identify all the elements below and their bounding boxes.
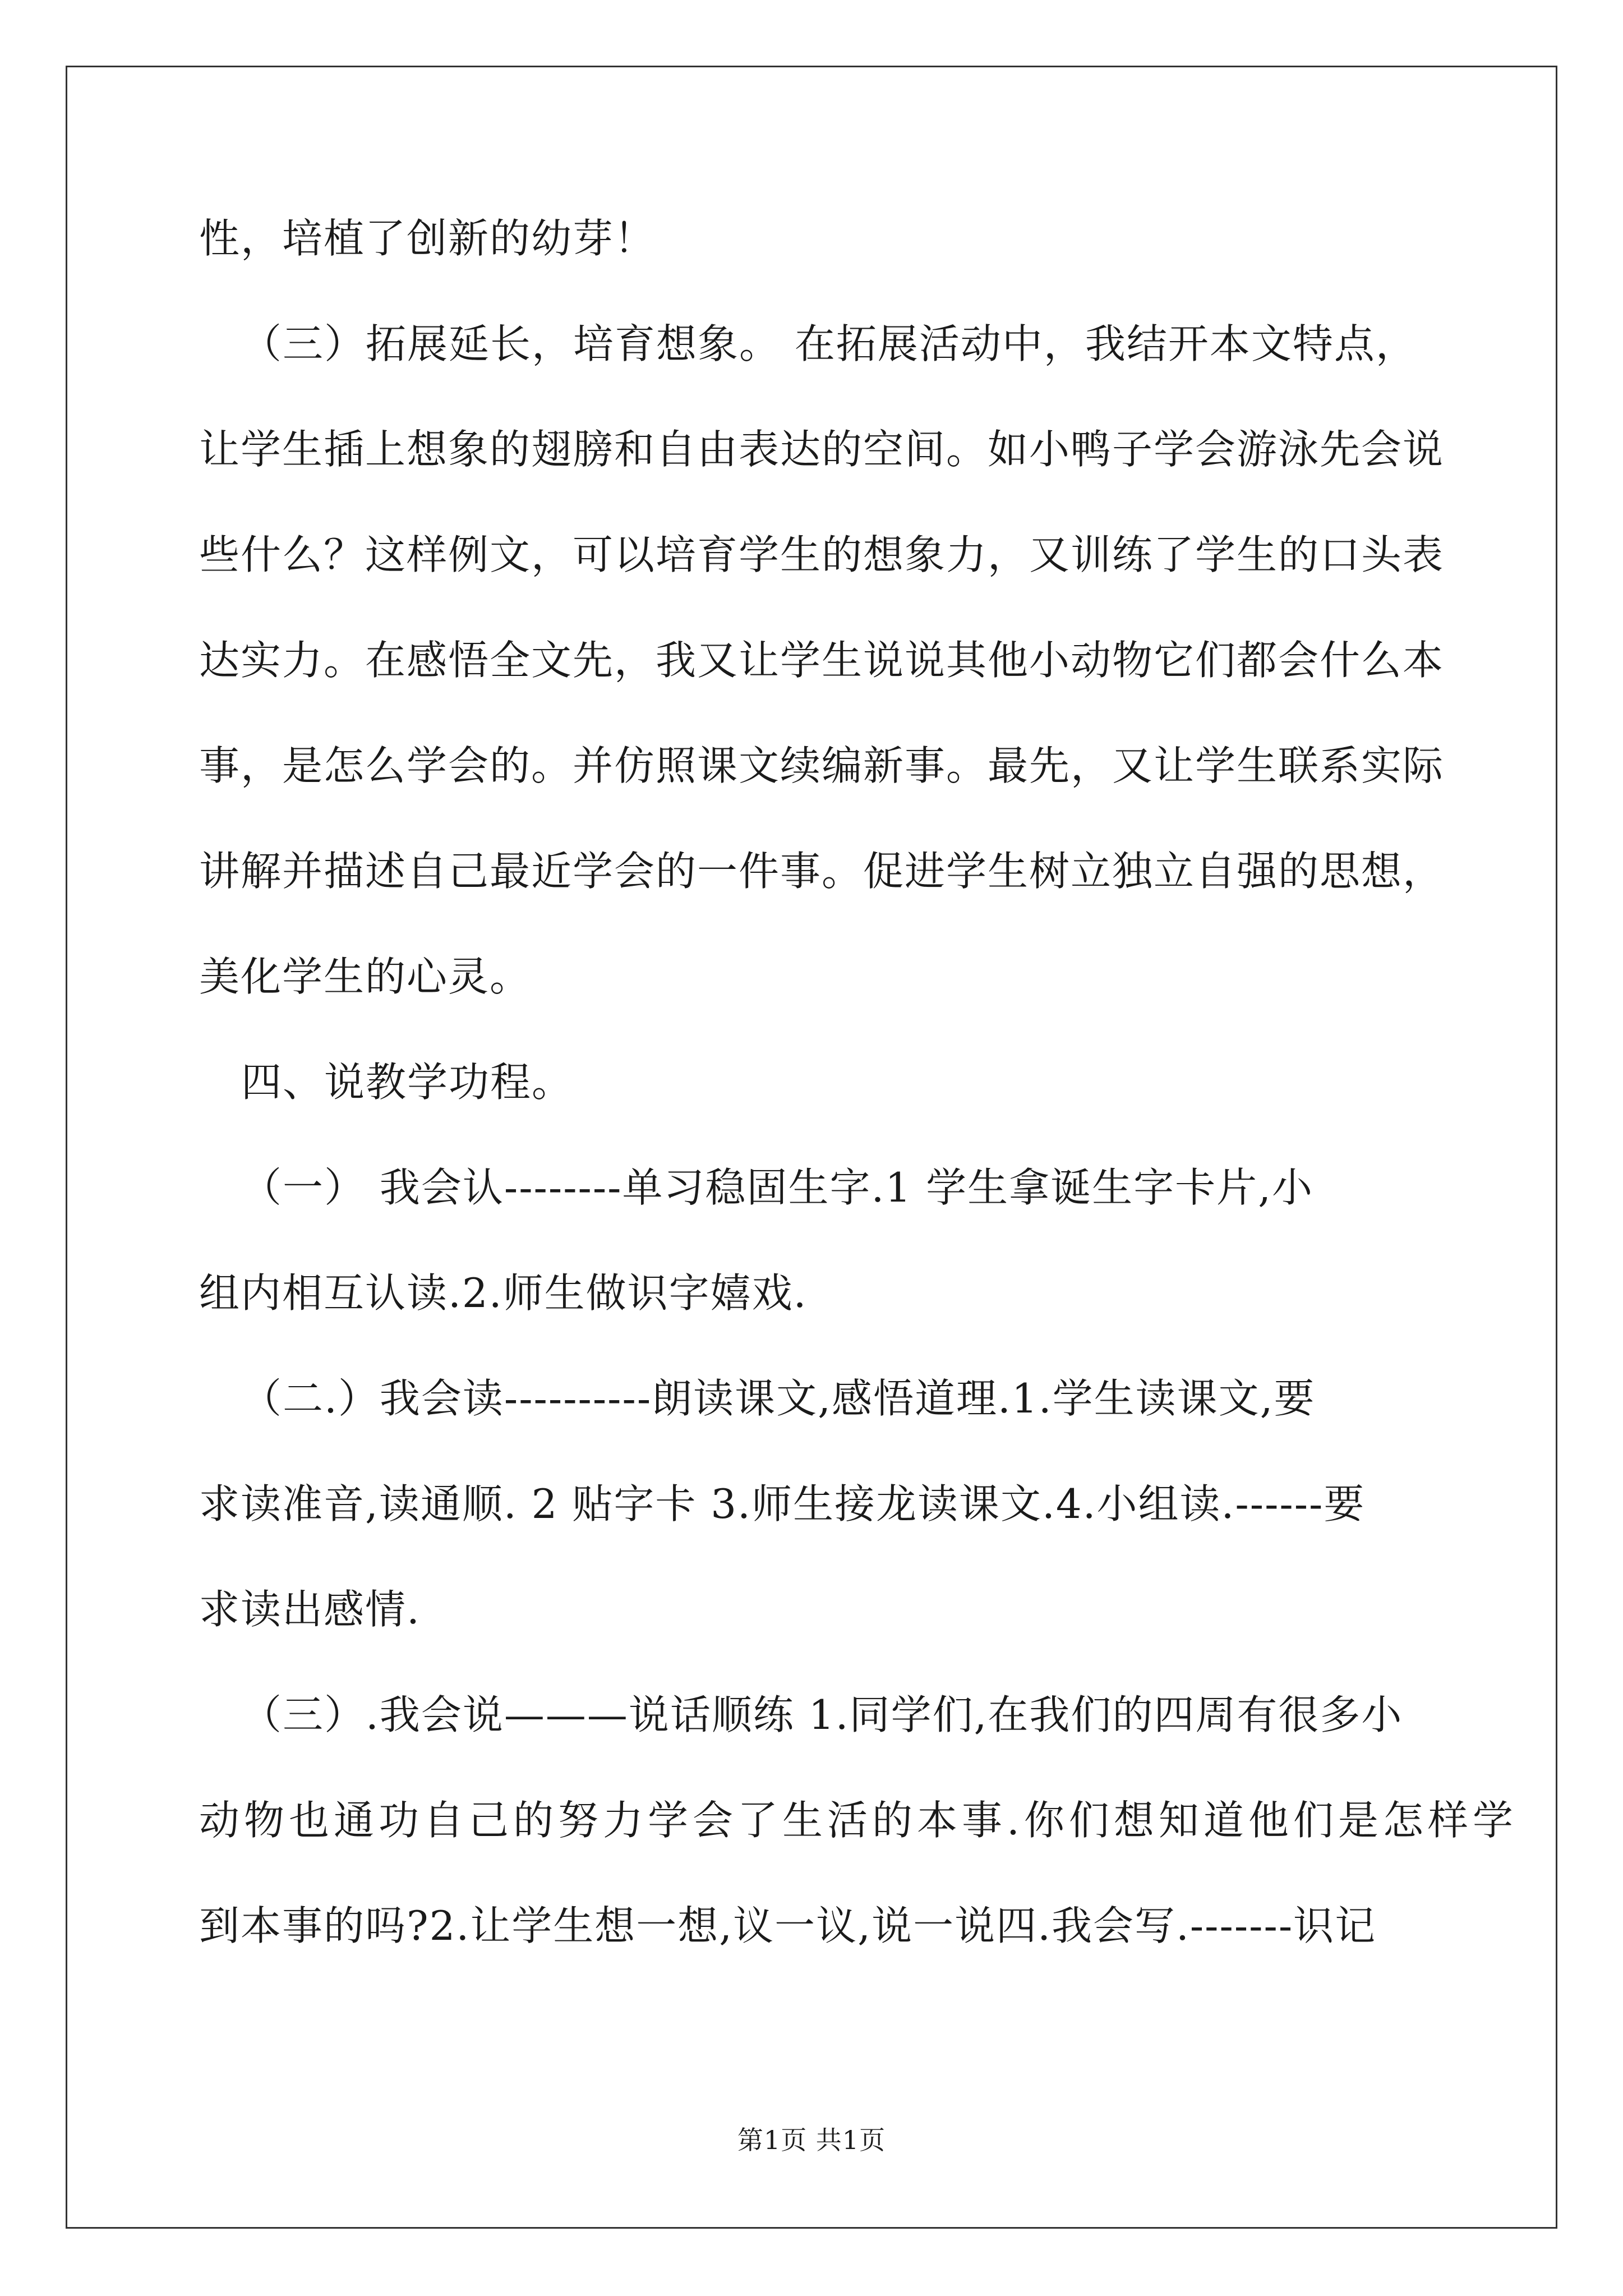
paragraph-line: 到本事的吗?2.让学生想一想,议一议,说一说四.我会写.-------识记 [199,1902,1377,1949]
paragraph-line: 美化学生的心灵。 [199,953,532,1000]
paragraph-line: 组内相互认读.2.师生做识字嬉戏. [199,1269,808,1317]
section-heading: 四、说教学功程。 [241,1059,574,1106]
paragraph-line: 求读准音,读通顺. 2 贴字卡 3.师生接龙读课文.4.小组读.------要 [199,1480,1366,1527]
paragraph-line: 动物也通功自己的努力学会了生活的本事.你们想知道他们是怎样学 [199,1797,1518,1844]
paragraph-line: 求读出感情. [199,1586,421,1633]
paragraph-line: （三）拓展延长，培育想象。 在拓展活动中，我结开本文特点， [241,320,1417,367]
paragraph-line: 讲解并描述自己最近学会的一件事。促进学生树立独立自强的思想， [199,848,1445,895]
paragraph-line: 达实力。在感悟全文先，我又让学生说说其他小动物它们都会什么本 [199,637,1445,684]
paragraph-line: 些什么？这样例文，可以培育学生的想象力，又训练了学生的口头表 [199,531,1445,578]
paragraph-line: 让学生插上想象的翅膀和自由表达的空间。如小鸭子学会游泳先会说 [199,426,1445,473]
paragraph-line: 事，是怎么学会的。并仿照课文续编新事。最先，又让学生联系实际 [199,742,1445,789]
paragraph-line: （一） 我会认--------单习稳固生字.1 学生拿诞生字卡片,小 [241,1164,1313,1211]
paragraph-line: （三）.我会说———说话顺练 1.同学们,在我们的四周有很多小 [241,1691,1403,1738]
paragraph-line: 性，培植了创新的幼芽！ [199,215,656,262]
page-footer: 第1页 共1页 [737,2125,886,2155]
paragraph-line: （二.）我会读----------朗读课文,感悟道理.1.学生读课文,要 [241,1375,1316,1422]
